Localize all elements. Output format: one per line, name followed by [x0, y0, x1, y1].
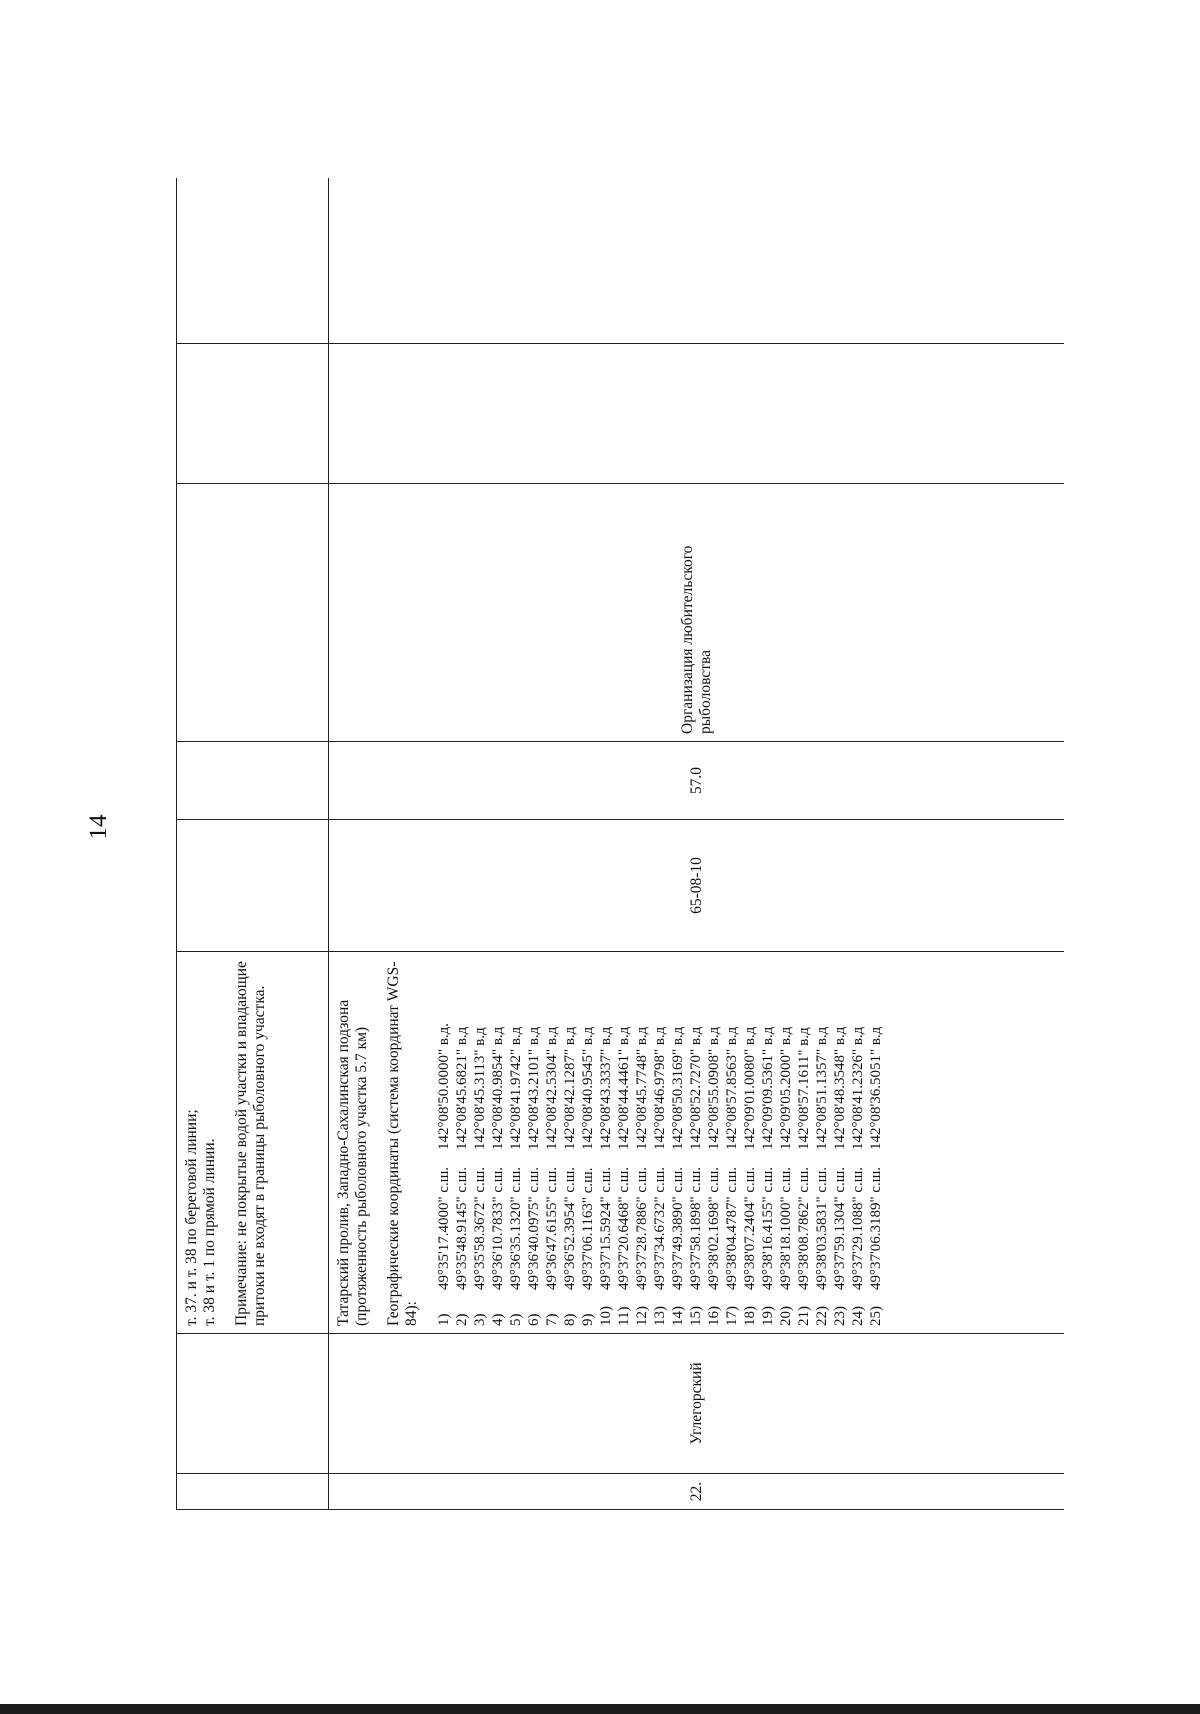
- coordinates-heading: Географические координаты (система координат WGS-84):: [385, 961, 420, 1326]
- coordinate-longitude: 142°08'41.9742" в.д: [508, 1026, 524, 1150]
- coordinate-row: [579, 959, 597, 1326]
- coordinate-row: [453, 959, 471, 1326]
- coordinate-latitude: 49°36'40.0975" с.ш.: [526, 1166, 542, 1290]
- coordinate-row: [597, 959, 615, 1326]
- coordinate-longitude: 142°08'48.3548" в.д: [832, 1026, 848, 1150]
- coordinate-row: [777, 959, 795, 1326]
- coordinate-index: 21): [796, 1306, 812, 1326]
- coordinate-index: 14): [670, 1306, 686, 1326]
- coordinate-row: [723, 959, 741, 1326]
- coordinate-latitude: 49°37'58.1898" с.ш.: [688, 1166, 704, 1290]
- coordinate-longitude: 142°08'40.9545" в.д: [580, 1026, 596, 1150]
- coordinate-latitude: 49°36'52.3954" с.ш.: [562, 1166, 578, 1290]
- cell-area-code: 65-08-10: [329, 820, 1065, 952]
- cell-empty-col8-main: [329, 178, 1065, 344]
- coordinate-index: 6): [526, 1313, 542, 1326]
- cell-empty-area: [177, 742, 329, 820]
- coordinate-index: 15): [688, 1306, 704, 1326]
- coordinate-longitude: 142°09'01.0080" в.д: [742, 1026, 758, 1150]
- coordinate-index: 17): [724, 1306, 740, 1326]
- cell-location-coordinates: [329, 952, 1065, 1334]
- cell-row-number: 22.: [329, 1474, 1065, 1510]
- coordinate-latitude: 49°37'49.3890" с.ш.: [670, 1166, 686, 1290]
- cell-empty-district: [177, 1334, 329, 1474]
- coordinate-latitude: 49°36'47.6155" с.ш.: [544, 1166, 560, 1290]
- table-row-22: [329, 178, 1065, 1510]
- cell-empty-code: [177, 820, 329, 952]
- coordinate-index: 3): [472, 1313, 488, 1326]
- coordinate-latitude: 49°35'17.4000" с.ш.: [436, 1166, 452, 1290]
- coordinate-index: 8): [562, 1313, 578, 1326]
- coordinate-row: [525, 959, 543, 1326]
- coordinate-index: 19): [760, 1306, 776, 1326]
- coordinate-row: [849, 959, 867, 1326]
- coordinate-latitude: 49°38'07.2404" с.ш.: [742, 1166, 758, 1290]
- coordinate-row: [831, 959, 849, 1326]
- cell-boundary-description: [177, 952, 329, 1334]
- coordinate-latitude: 49°37'34.6732" с.ш.: [652, 1166, 668, 1290]
- coordinate-index: 7): [544, 1313, 560, 1326]
- coordinate-index: 11): [616, 1306, 632, 1326]
- cell-empty-col8: [177, 178, 329, 344]
- coordinate-index: 20): [778, 1306, 794, 1326]
- coordinate-longitude: 142°08'44.4461" в.д: [616, 1026, 632, 1150]
- coordinate-latitude: 49°35'48.9145" с.ш.: [454, 1166, 470, 1290]
- coordinate-longitude: 142°08'55.0908" в.д: [706, 1026, 722, 1150]
- coordinate-row: [741, 959, 759, 1326]
- coordinate-index: 16): [706, 1306, 722, 1326]
- coordinate-latitude: 49°35'58.3672" с.ш.: [472, 1166, 488, 1290]
- coordinate-row: [633, 959, 651, 1326]
- coordinate-longitude: 142°09'05.2000" в.д: [778, 1026, 794, 1150]
- coordinate-longitude: 142°08'50.0000" в.д.: [436, 1022, 452, 1150]
- scan-edge-line: [0, 1704, 1200, 1714]
- coordinate-latitude: 49°37'06.3189" с.ш.: [868, 1166, 884, 1290]
- coordinate-longitude: 142°08'45.7748" в.д: [634, 1026, 650, 1150]
- coordinate-index: 9): [580, 1313, 596, 1326]
- coordinate-longitude: 142°08'42.1287" в.д: [562, 1026, 578, 1150]
- coordinate-row: [687, 959, 705, 1326]
- coordinate-index: 24): [850, 1306, 866, 1326]
- coordinate-index: 2): [454, 1313, 470, 1326]
- cell-purpose: Организация любительского рыболовства: [329, 484, 1065, 742]
- coordinate-latitude: 49°37'59.1304" с.ш.: [832, 1166, 848, 1290]
- cell-area-size: 57.0: [329, 742, 1065, 820]
- coordinate-row: [471, 959, 489, 1326]
- coordinate-row: [759, 959, 777, 1326]
- coordinate-longitude: 142°08'45.6821" в.д: [454, 1026, 470, 1150]
- coordinate-longitude: 142°08'51.1357" в.д: [814, 1026, 830, 1150]
- boundary-line-1: т. 37. и т. 38 по береговой линии;: [183, 1109, 200, 1326]
- location-description: Татарский пролив, Западно-Сахалинская подзона (протяженность рыболовного участка 5.7 км): [335, 999, 370, 1326]
- coordinate-longitude: 142°08'36.5051" в.д: [868, 1026, 884, 1150]
- coordinate-row: [543, 959, 561, 1326]
- coordinate-row: [813, 959, 831, 1326]
- coordinate-row: [435, 959, 453, 1326]
- coordinate-latitude: 49°38'18.1000" с.ш.: [778, 1166, 794, 1290]
- coordinate-latitude: 49°38'16.4155" с.ш.: [760, 1166, 776, 1290]
- cell-empty-number: [177, 1474, 329, 1510]
- coordinate-row: [615, 959, 633, 1326]
- coordinate-index: 1): [436, 1313, 452, 1326]
- boundary-line-2: т. 38 и т. 1 по прямой линии.: [201, 1138, 218, 1326]
- coordinate-index: 13): [652, 1306, 668, 1326]
- coordinate-latitude: 49°38'03.5831" с.ш.: [814, 1166, 830, 1290]
- coordinate-index: 18): [742, 1306, 758, 1326]
- coordinate-index: 12): [634, 1306, 650, 1326]
- coordinate-latitude: 49°38'02.1698" с.ш.: [706, 1166, 722, 1290]
- coordinate-index: 25): [868, 1306, 884, 1326]
- coordinate-longitude: 142°08'50.3169" в.д: [670, 1026, 686, 1150]
- coordinate-index: 5): [508, 1313, 524, 1326]
- document-table-container: [176, 178, 1064, 1510]
- coordinate-row: [489, 959, 507, 1326]
- coordinate-index: 23): [832, 1306, 848, 1326]
- coordinate-longitude: 142°08'46.9798" в.д: [652, 1026, 668, 1150]
- coordinate-row: [561, 959, 579, 1326]
- coordinate-longitude: 142°08'43.2101" в.д: [526, 1026, 542, 1150]
- coordinate-latitude: 49°38'04.4787" с.ш.: [724, 1166, 740, 1290]
- boundary-note: Примечание: не покрытые водой участки и впадающие притоки не входят в границы рыболовного участка.: [233, 961, 268, 1326]
- cell-empty-purpose: [177, 484, 329, 742]
- coordinate-index: 10): [598, 1306, 614, 1326]
- coordinates-list: [435, 959, 885, 1326]
- coordinate-index: 22): [814, 1306, 830, 1326]
- coordinate-longitude: 142°08'42.5304" в.д: [544, 1026, 560, 1150]
- coordinate-longitude: 142°09'09.5361" в.д: [760, 1026, 776, 1150]
- coordinate-row: [651, 959, 669, 1326]
- table-row-continuation: [177, 178, 329, 1510]
- coordinate-longitude: 142°08'41.2326" в.д: [850, 1026, 866, 1150]
- page-number-text: 14: [85, 814, 112, 840]
- coordinate-index: 4): [490, 1313, 506, 1326]
- coordinate-longitude: 142°08'57.8563" в.д: [724, 1026, 740, 1150]
- coordinate-row: [669, 959, 687, 1326]
- cell-empty-col7: [177, 344, 329, 484]
- coordinate-longitude: 142°08'43.3337" в.д: [598, 1026, 614, 1150]
- coordinate-latitude: 49°37'28.7886" с.ш.: [634, 1166, 650, 1290]
- coordinate-row: [507, 959, 525, 1326]
- coordinate-row: [795, 959, 813, 1326]
- coordinate-row: [705, 959, 723, 1326]
- coordinate-latitude: 49°38'08.7862" с.ш.: [796, 1166, 812, 1290]
- coordinate-latitude: 49°36'35.1320" с.ш.: [508, 1166, 524, 1290]
- coordinate-latitude: 49°36'10.7833" с.ш.: [490, 1166, 506, 1290]
- boundary-lines: [183, 959, 219, 1326]
- coordinate-latitude: 49°37'06.1163" с.ш.: [580, 1167, 596, 1290]
- coordinate-latitude: 49°37'29.1088" с.ш.: [850, 1166, 866, 1290]
- coordinate-longitude: 142°08'45.3113" в.д: [472, 1027, 488, 1150]
- coordinate-latitude: 49°37'20.6468" с.ш.: [616, 1166, 632, 1290]
- coordinate-latitude: 49°37'15.5924" с.ш.: [598, 1166, 614, 1290]
- cell-district: Углегорский: [329, 1334, 1065, 1474]
- coordinate-row: [867, 959, 885, 1326]
- fishing-area-table: [176, 178, 1064, 1510]
- coordinate-longitude: 142°08'40.9854" в.д: [490, 1026, 506, 1150]
- coordinate-longitude: 142°08'57.1611" в.д: [796, 1027, 812, 1150]
- cell-empty-col7-main: [329, 344, 1065, 484]
- coordinate-longitude: 142°08'52.7270" в.д: [688, 1026, 704, 1150]
